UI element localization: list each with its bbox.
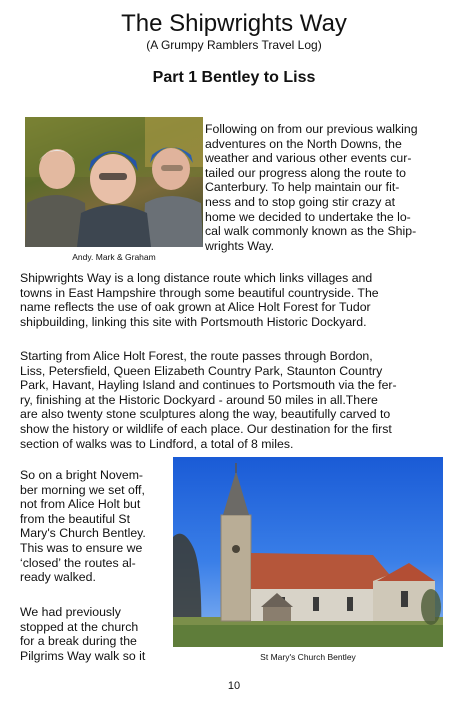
text-line: are also twenty stone sculptures along the way, beautifully carved to [20,407,391,422]
walkers-photo [25,117,203,247]
text-line: Starting from Alice Holt Forest, the route passes through Bordon, [20,349,373,363]
route-description-paragraph [20,271,450,329]
text-line: stopped at the church [20,619,139,634]
text-line: tailed our progress along the route to [205,165,406,180]
text-line: name reflects the use of oak grown at Alice Holt Forest for Tudor [20,300,371,315]
church-photo-illustration [173,457,443,647]
text-line: This was to ensure we [20,540,143,555]
text-line: cal walk commonly known as the Ship- [205,224,417,239]
intro-paragraph [205,122,445,253]
text-line: Canterbury. To help maintain our fit- [205,180,400,195]
text-line: ber morning we set off, [20,482,145,497]
text-line: towns in East Hampshire through some beautiful countryside. The [20,285,379,300]
text-line: So on a bright Novem- [20,468,144,482]
church-photo [173,457,443,647]
page-subtitle: (A Grumpy Ramblers Travel Log) [146,38,322,52]
text-line: weather and various other events cur- [205,151,412,166]
church-paragraph [20,605,170,663]
text-line: ‘closed’ the routes al- [20,555,136,570]
text-line: We had previously [20,605,121,619]
church-photo-caption: St Mary's Church Bentley [260,652,356,662]
text-line: ness and to stop going stir crazy at [205,194,396,209]
text-line: Liss, Petersfield, Queen Elizabeth Country Park, Staunton Country [20,363,383,378]
part-heading: Part 1 Bentley to Liss [152,69,316,86]
text-line: Mary's Church Bentley. [20,526,146,541]
route-stops-paragraph [20,349,450,451]
text-line: section of walks was to Lindford, a total of 8 miles. [20,436,294,451]
text-line: Following on from our previous walking [205,122,418,136]
text-line: from the beautiful St [20,511,131,526]
page-number: 10 [227,680,241,692]
text-line: Pilgrims Way walk so it [20,648,146,663]
text-line: ready walked. [20,570,96,585]
text-line: for a break during the [20,634,137,649]
text-line: shipbuilding, linking this site with Portsmouth Historic Dockyard. [20,314,367,329]
text-line: wrights Way. [205,238,275,253]
text-line: home we decided to undertake the lo- [205,209,411,224]
walkers-photo-illustration [25,117,203,247]
text-line: Park, Havant, Hayling Island and continues to Portsmouth via the fer- [20,378,397,393]
text-line: show the history or wildlife of each place. Our destination for the first [20,421,392,436]
text-line: adventures on the North Downs, the [205,136,402,151]
walkers-photo-caption: Andy. Mark & Graham [72,252,156,262]
start-paragraph [20,468,170,585]
text-line: ry, finishing at the Historic Dockyard - around 50 miles in all.There [20,392,378,407]
text-line: not from Alice Holt but [20,497,141,512]
text-line: Shipwrights Way is a long distance route which links villages and [20,271,373,285]
page-title: The Shipwrights Way [121,10,347,37]
